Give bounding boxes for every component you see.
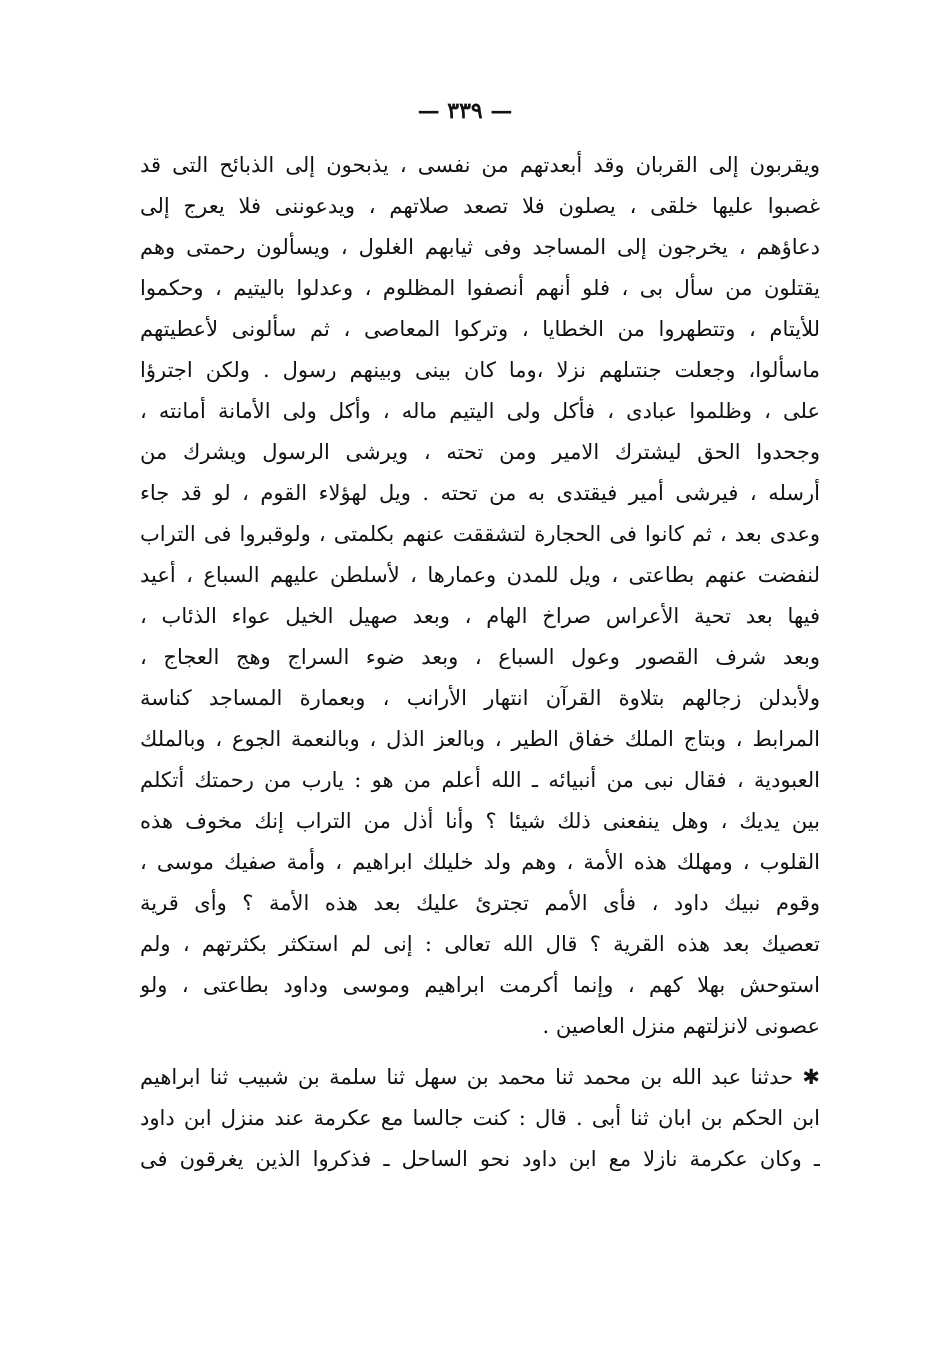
text-line: ويقربون إلى القربان وقد أبعدتهم من نفسى ، يذبحون إلى الذبائح التى قد <box>140 153 820 177</box>
text-line: المرابط ، وبتاج الملك خفاق الطير ، وبالعز الذل ، وبالنعمة الجوع ، وبالملك <box>140 727 820 751</box>
text-line: تعصيك بعد هذه القرية ؟ قال الله تعالى : إنى لم استكثر بكثرتهم ، ولم <box>140 932 820 956</box>
text-line: وجحدوا الحق ليشترك الامير ومن تحته ، ويرشى الرسول ويشرك من <box>140 440 820 464</box>
paragraph-end-line: عصونى لانزلتهم منزل العاصين . <box>542 1014 820 1038</box>
text-line: وبعد شرف القصور وعول السباع ، وبعد ضوء السراج وهج العجاج ، <box>140 645 820 669</box>
text-line: يقتلون من سأل بى ، فلو أنهم أنصفوا المظلوم ، وعدلوا باليتيم ، وحكموا <box>140 276 820 300</box>
text-line: على ، وظلموا عبادى ، فأكل ولى اليتيم ماله ، وأكل ولى الأمانة أمانته ، <box>140 399 820 423</box>
text-line: بين يديك ، وهل ينفعنى ذلك شيئا ؟ وأنا أذل من التراب إنك مخوف هذه <box>140 809 820 833</box>
text-line: أرسله ، فيرشى أمير فيقتدى به من تحته . ويل لهؤلاء القوم ، لو قد جاء <box>140 481 820 505</box>
text-line: ✱ حدثنا عبد الله بن محمد ثنا محمد بن سهل ثنا سلمة بن شبيب ثنا ابراهيم <box>140 1065 820 1089</box>
body-text <box>140 145 820 1180</box>
text-line: القلوب ، ومهلك هذه الأمة ، وهم ولد خليلك ابراهيم ، وأمة صفيك موسى ، <box>140 850 820 874</box>
text-line: وقوم نبيك داود ، فأى الأمم تجترئ عليك بعد هذه الأمة ؟ وأى قرية <box>140 891 820 915</box>
text-line: ولأبدلن زجالهم بتلاوة القرآن انتهار الأرانب ، وبعمارة المساجد كناسة <box>140 686 820 710</box>
page-number: — ٣٣٩ — <box>417 98 513 124</box>
text-line: ـ وكان عكرمة نازلا مع ابن داود نحو الساحل ـ فذكروا الذين يغرقون فى <box>140 1147 820 1171</box>
text-line: ابن الحكم بن ابان ثنا أبى . قال : كنت جالسا مع عكرمة عند منزل ابن داود <box>140 1106 820 1130</box>
text-line: للأيتام ، وتتطهروا من الخطايا ، وتركوا المعاصى ، ثم سألونى لأعطيتهم <box>140 317 820 341</box>
text-line: دعاؤهم ، يخرجون إلى المساجد وفى ثيابهم الغلول ، ويسألون رحمتى وهم <box>140 235 820 259</box>
text-line: وعدى بعد ، ثم كانوا فى الحجارة لتشققت عنهم بكلمتى ، ولوقبروا فى التراب <box>140 522 820 546</box>
text-line: ماسألوا، وجعلت جنتىلهم نزلا ،وما كان بينى وبينهم رسول . ولكن اجترؤا <box>140 358 820 382</box>
text-line: لنفضت عنهم بطاعتى ، ويل للمدن وعمارها ، لأسلطن عليهم السباع ، أعيد <box>140 563 820 587</box>
text-line: العبودية ، فقال نبى من أنبيائه ـ الله أعلم من هو : يارب من رحمتك أتكلم <box>140 768 820 792</box>
text-line: فيها بعد تحية الأعراس صراخ الهام ، وبعد صهيل الخيل عواء الذئاب ، <box>140 604 820 628</box>
text-line: استوحش بهلا كهم ، وإنما أكرمت ابراهيم وموسى وداود بطاعتى ، ولو <box>140 973 820 997</box>
text-line: غصبوا عليها خلقى ، يصلون فلا تصعد صلاتهم ، ويدعوننى فلا يعرج إلى <box>140 194 820 218</box>
